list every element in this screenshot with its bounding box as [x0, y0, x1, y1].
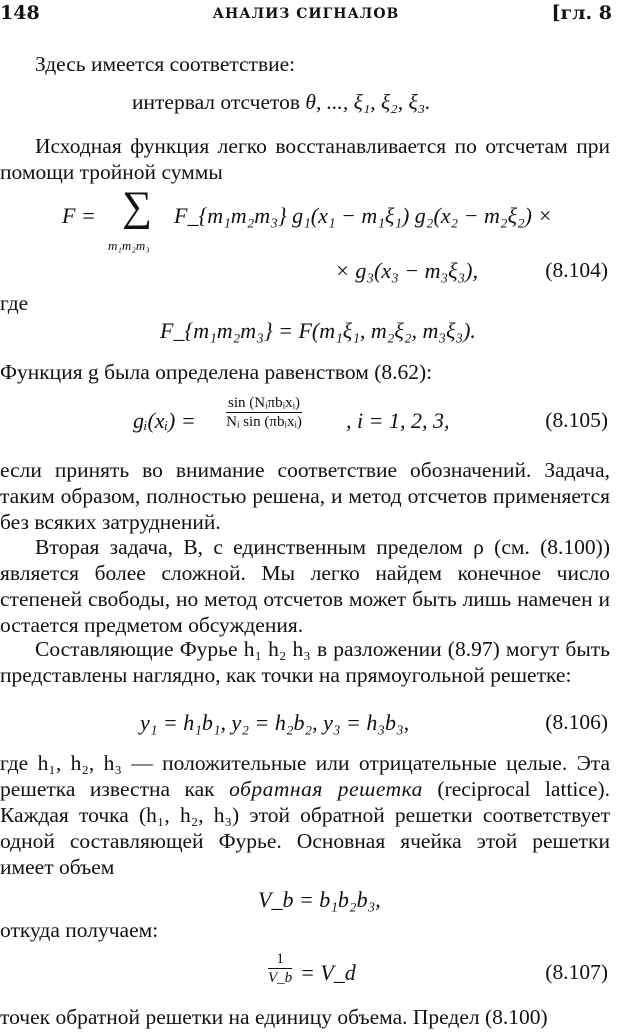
eq105-rest: , i = 1, 2, 3,	[346, 408, 450, 433]
eq107-denominator: V_b	[268, 970, 293, 986]
paragraph-task-solved: если принять во внимание соответствие обозначений. Задача, таким образом, полностью решена, и метод отсчетов применяется без всяких затруднений.	[0, 458, 610, 534]
where-label: где	[0, 291, 29, 315]
paragraph-second-task: Вторая задача, B, с единственным пределом ρ (см. (8.100)) является более сложной. Мы легко найдем конечное число степеней свободы, но метод отсчетов может быть лишь намечен и остается предметом обсуждения.	[0, 535, 610, 637]
eq105-denominator: Nᵢ sin (πbᵢxᵢ)	[226, 414, 302, 430]
sum-index: m₁m₂m₃	[108, 238, 150, 253]
eq104-lhs: F =	[62, 203, 96, 228]
eq106-number: (8.106)	[545, 710, 608, 734]
eq105-fraction	[226, 394, 302, 431]
eq107-number: (8.107)	[545, 960, 608, 984]
eq107-fraction	[268, 950, 292, 987]
eq104-line1: F_{m₁m₂m₃} g₁(x₁ − m₁ξ₁) g₂(x₂ − m₂ξ₂) ×	[174, 203, 553, 228]
eq104-number: (8.104)	[545, 258, 608, 282]
paragraph-triple-sum: Исходная функция легко восстанавливается по отсчетам при помощи тройной суммы	[0, 134, 610, 184]
equation-Vb: V_b = b₁b₂b₃,	[258, 887, 381, 912]
eq105-lhs: gᵢ(xᵢ) =	[133, 408, 196, 433]
chapter-label: [гл. 8	[551, 2, 612, 24]
correspondence-line	[132, 90, 431, 115]
paragraph-hence: откуда получаем:	[0, 918, 159, 942]
paragraph-function-g: Функция g была определена равенством (8.62):	[0, 360, 433, 384]
paragraph-reciprocal-lattice	[0, 750, 610, 880]
eq107-numerator: 1	[268, 950, 292, 969]
page-header	[0, 2, 612, 28]
eq105-number: (8.105)	[545, 408, 608, 432]
eq107-rest: = V_d	[300, 960, 356, 985]
page-number: 148	[0, 2, 40, 24]
correspondence-label: интервал отсчетов	[132, 90, 301, 114]
sum-symbol: ∑	[122, 184, 152, 230]
correspondence-values: θ, ..., ξ₁, ξ₂, ξ₃.	[305, 90, 431, 114]
eq106-text: y₁ = h₁b₁, y₂ = h₂b₂, y₃ = h₃b₃,	[140, 710, 410, 735]
running-title: АНАЛИЗ СИГНАЛОВ	[212, 6, 400, 22]
paragraph-fourier-components: Составляющие Фурье h₁ h₂ h₃ в разложении (8.97) могут быть представлены наглядно, как точки на прямоугольной решетке:	[0, 637, 610, 687]
paragraph-correspondence: Здесь имеется соответствие:	[35, 52, 296, 76]
eq104-line2: × g₃(x₃ − m₃ξ₃),	[335, 258, 479, 283]
eq105-numerator: sin (Nᵢπbᵢxᵢ)	[228, 395, 301, 411]
p8-part-a: где h₁, h₂, h₃ — положительные или отрицательные целые. Эта решетка известна как	[0, 751, 610, 801]
paragraph-final-line: точек обратной решетки на единицу объема. Предел (8.100)	[0, 1005, 548, 1029]
p8-part-b: (reciprocal lattice). Каждая точка (h₁, h₂, h₃) этой обратной решетки соответствует одной составляющей Фурье. Основная ячейка этой решетки имеет объем	[0, 777, 611, 879]
equation-F-samples: F_{m₁m₂m₃} = F(m₁ξ₁, m₂ξ₂, m₃ξ₃).	[160, 318, 476, 343]
p8-italic-term: обратная решетка	[229, 777, 423, 801]
